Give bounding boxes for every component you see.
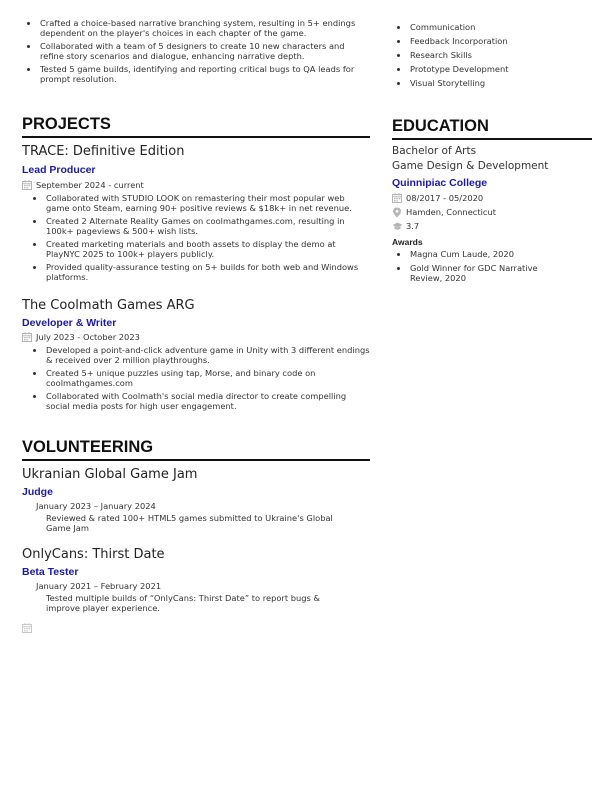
location-pin-icon — [392, 207, 403, 218]
awards-heading: Awards — [392, 237, 423, 247]
degree: Bachelor of Arts — [392, 145, 477, 157]
volunteer-dates: January 2021 – February 2021 — [36, 581, 162, 591]
calendar-icon — [22, 618, 370, 637]
project-title: TRACE: Definitive Edition — [22, 144, 185, 159]
education-location-row — [392, 206, 592, 218]
education-entry — [392, 144, 592, 283]
list-item: Feedback Incorporation — [392, 36, 592, 46]
education-gpa: 3.7 — [406, 221, 420, 231]
project-title: The Coolmath Games ARG — [22, 298, 195, 313]
major: Game Design & Development — [392, 160, 549, 172]
list-item: Developed a point-and-click adventure game in Unity with 3 different endings & received over 2 million playthroughs. — [28, 345, 370, 365]
education-dates: 08/2017 - 05/2020 — [406, 193, 484, 203]
project-dates: September 2024 - current — [36, 180, 144, 190]
volunteer-role: Judge — [22, 486, 53, 498]
project-dates-row — [22, 331, 370, 343]
project-dates-row — [22, 179, 370, 191]
project-role: Lead Producer — [22, 164, 96, 176]
list-item: Collaborated with STUDIO LOOK on remastering their most popular web game onto Steam, earning 90+ positive reviews & $18k+ in net revenue. — [28, 193, 370, 213]
list-item: Created marketing materials and booth assets to display the demo at PlayNYC 2025 to 100k+ players publicly. — [28, 239, 370, 259]
calendar-icon — [22, 180, 33, 190]
volunteer-title: OnlyCans: Thirst Date — [22, 547, 165, 562]
education-location: Hamden, Connecticut — [406, 207, 496, 217]
list-item: Research Skills — [392, 50, 592, 60]
volunteer-title: Ukranian Global Game Jam — [22, 467, 198, 482]
list-item: Collaborated with Coolmath's social media director to create compelling social media posts for high user engagement. — [28, 391, 370, 411]
awards-list — [392, 249, 592, 283]
skills-list — [392, 22, 592, 88]
projects-heading: PROJECTS — [22, 115, 370, 138]
school-name: Quinnipiac College — [392, 177, 488, 189]
list-item: Collaborated with a team of 5 designers to create 10 new characters and refine story scenarios and dialogue, enhancing narrative depth. — [22, 41, 370, 61]
project-entry — [22, 144, 370, 282]
list-item: Provided quality-assurance testing on 5+ builds for both web and Windows platforms. — [28, 262, 370, 282]
project-bullets — [22, 345, 370, 411]
list-item: Prototype Development — [392, 64, 592, 74]
volunteer-entry — [22, 467, 370, 533]
list-item: Crafted a choice-based narrative branching system, resulting in 5+ endings dependent on the player's choices in each chapter of the game. — [22, 18, 370, 38]
calendar-icon — [392, 193, 403, 203]
project-entry — [22, 298, 370, 411]
list-item: Visual Storytelling — [392, 78, 592, 88]
volunteer-desc: Tested multiple builds of “OnlyCans: Thirst Date” to report bugs & improve player experience. — [46, 593, 320, 613]
left-column — [22, 18, 370, 637]
list-item: Communication — [392, 22, 592, 32]
volunteer-dates: January 2023 – January 2024 — [36, 501, 156, 511]
calendar-icon — [22, 332, 33, 342]
education-gpa-row — [392, 220, 592, 232]
graduation-cap-icon — [392, 222, 403, 231]
experience-bullets — [22, 18, 370, 84]
list-item: Tested 5 game builds, identifying and reporting critical bugs to QA leads for prompt resolution. — [22, 64, 370, 84]
project-bullets — [22, 193, 370, 282]
education-heading: EDUCATION — [392, 117, 592, 140]
list-item: Created 5+ unique puzzles using tap, Morse, and binary code on coolmathgames.com — [28, 368, 370, 388]
volunteering-heading: VOLUNTEERING — [22, 438, 370, 461]
project-dates: July 2023 - October 2023 — [36, 332, 140, 342]
list-item: Created 2 Alternate Reality Games on coolmathgames.com, resulting in 100k+ pageviews & 500+ wish lists. — [28, 216, 370, 236]
list-item: Magna Cum Laude, 2020 — [392, 249, 592, 259]
list-item: Gold Winner for GDC Narrative Review, 2020 — [392, 263, 570, 283]
education-dates-row — [392, 192, 592, 204]
project-role: Developer & Writer — [22, 317, 117, 329]
right-column — [392, 18, 592, 286]
volunteer-entry — [22, 547, 370, 637]
volunteer-desc: Reviewed & rated 100+ HTML5 games submitted to Ukraine's Global Game Jam — [46, 513, 333, 533]
volunteer-role: Beta Tester — [22, 566, 79, 578]
